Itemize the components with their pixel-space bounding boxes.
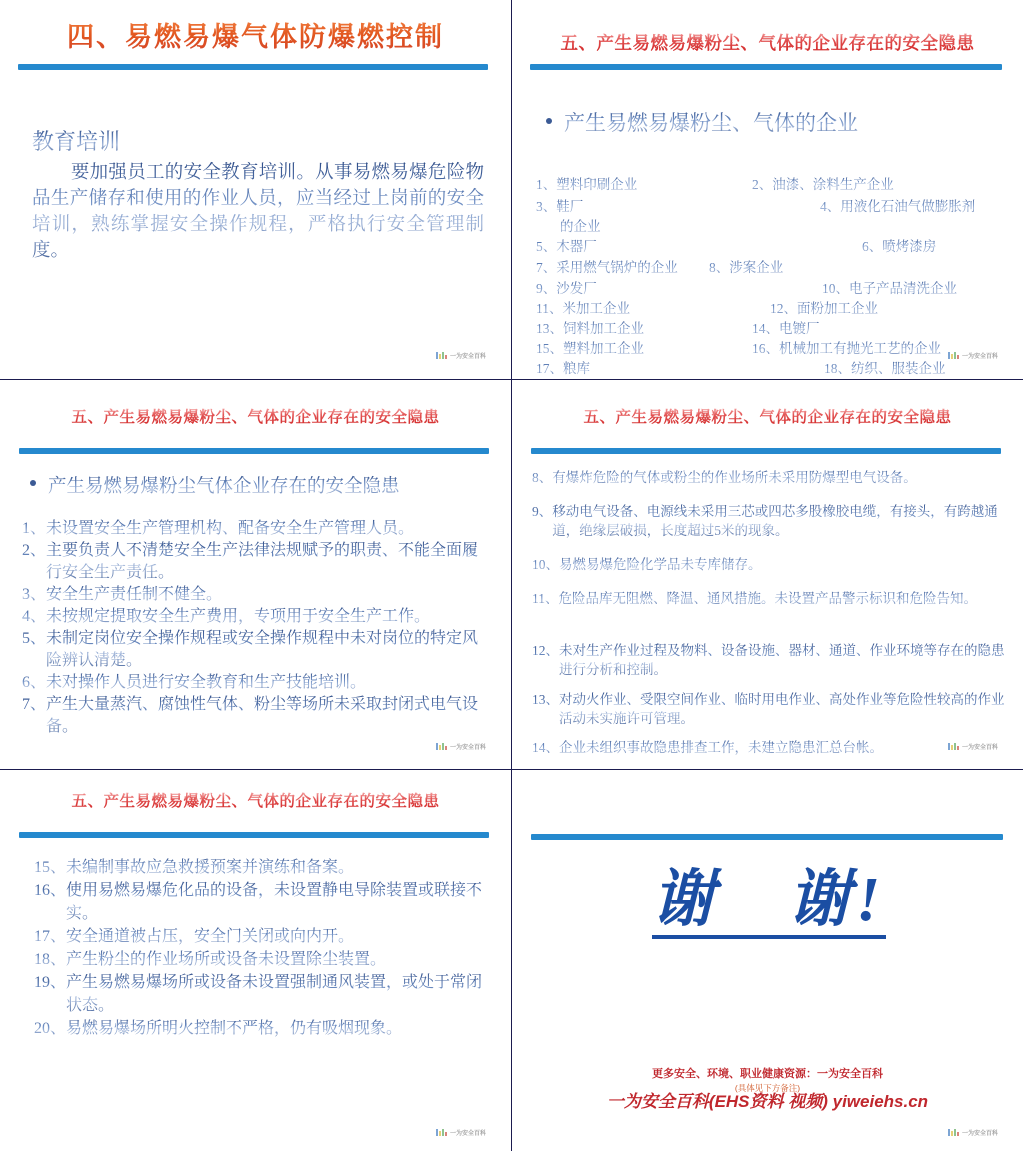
- ehs-logo-icon: [436, 743, 447, 750]
- list-item: 8、 有爆炸危险的气体或粉尘的作业场所未采用防爆型电气设备。: [532, 468, 1006, 487]
- slide-hazards-8-14: [512, 380, 1023, 770]
- footer-site-line: 一为安全百科(EHS资料 视频) yiweiehs.cn: [606, 1092, 929, 1111]
- bullet-dot-icon: [546, 118, 552, 124]
- watermark-label: 一为安全百科: [962, 1131, 999, 1137]
- list-item: 5、木器厂: [536, 236, 597, 257]
- list-item: 9、 移动电气设备、电源线未采用三芯或四芯多股橡胶电缆，有接头，有跨越通道，绝缘层破损，长度超过5米的现象。: [532, 502, 1006, 540]
- ehs-logo-icon: [436, 352, 447, 359]
- list-item: 13、 对动火作业、受限空间作业、临时用电作业、高处作业等危险性较高的作业活动未实施许可管理。: [532, 692, 1005, 726]
- list-item: 6、 未对操作人员进行安全教育和生产技能培训。: [22, 672, 492, 694]
- list-item: 3、 安全生产责任制不健全。: [22, 584, 492, 606]
- list-item: 7、采用燃气锅炉的企业: [536, 257, 678, 278]
- bullet-dot-icon: [30, 480, 36, 486]
- watermark: [948, 1128, 998, 1137]
- slide-thank-you: [512, 770, 1023, 1151]
- list-item: 12、 未对生产作业过程及物料、设备设施、器材、通道、作业环境等存在的隐患进行分析和控制。: [532, 643, 1005, 677]
- watermark: [436, 1128, 486, 1137]
- list-item: 1、塑料印刷企业: [536, 174, 637, 195]
- watermark-label: 一为安全百科: [450, 745, 487, 751]
- list-item: 17、 安全通道被占压，安全门关闭或向内开。: [34, 925, 492, 948]
- list-item: 4、 未按规定提取安全生产费用，专项用于安全生产工作。: [22, 606, 492, 628]
- list-item: 11、 危险品库无阻燃、降温、通风措施。未设置产品警示标识和危险告知。: [532, 589, 1006, 608]
- list-item: 10、电子产品清洗企业: [822, 278, 957, 299]
- list-item: 12、面粉加工企业: [770, 298, 878, 319]
- ehs-logo-icon: [948, 743, 959, 750]
- list-item: 14、电镀厂: [752, 318, 820, 339]
- title-rule: [531, 448, 1001, 454]
- list-item: 3、鞋厂: [536, 196, 583, 217]
- watermark: [436, 742, 486, 751]
- list-item: 18、 产生粉尘的作业场所或设备未设置除尘装置。: [34, 948, 492, 971]
- thank-you-text: 谢 谢!: [652, 865, 886, 939]
- slide-title: 四、易燃易爆气体防爆燃控制: [0, 20, 511, 54]
- slide-title: 五、产生易燃易爆粉尘、气体的企业存在的安全隐患: [0, 792, 511, 812]
- watermark: [948, 742, 998, 751]
- slide-education-training: [0, 0, 512, 380]
- list-item: 11、米加工企业: [536, 298, 630, 319]
- list-item: 14、 企业未组织事故隐患排查工作，未建立隐患汇总台帐。: [532, 738, 1006, 757]
- list-item: 17、粮库: [536, 358, 590, 379]
- slide-title: 五、产生易燃易爆粉尘、气体的企业存在的安全隐患: [512, 408, 1023, 428]
- footer-resource-line: 更多安全、环境、职业健康资源：一为安全百科: [652, 1068, 883, 1080]
- slide-hazards-15-20: [0, 770, 512, 1151]
- list-item: 18、纺织、服装企业: [824, 358, 946, 379]
- title-rule: [19, 448, 489, 454]
- slide-title: 五、产生易燃易爆粉尘、气体的企业存在的安全隐患: [512, 32, 1023, 54]
- list-item: 2、油漆、涂料生产企业: [752, 174, 894, 195]
- list-item: 16、 使用易燃易爆危化品的设备，未设置静电导除装置或联接不实。: [34, 879, 492, 925]
- watermark-label: 一为安全百科: [450, 1131, 487, 1137]
- list-item: 10、 易燃易爆危险化学品未专库储存。: [532, 555, 1006, 574]
- list-item: 13、饲料加工企业: [536, 318, 644, 339]
- watermark: [948, 351, 998, 360]
- ehs-logo-icon: [436, 1129, 447, 1136]
- list-item: 8、涉案企业: [709, 257, 783, 278]
- bullet-heading-label: 产生易燃易爆粉尘、气体的企业: [564, 111, 858, 135]
- list-item: 20、 易燃易爆场所明火控制不严格，仍有吸烟现象。: [34, 1017, 492, 1040]
- list-item: 9、沙发厂: [536, 278, 597, 299]
- list-item: 16、机械加工有抛光工艺的企业: [752, 338, 941, 359]
- list-item: 19、 产生易燃易爆场所或设备未设置强制通风装置，或处于常闭状态。: [34, 971, 492, 1017]
- watermark-label: 一为安全百科: [962, 354, 999, 360]
- watermark: [436, 351, 486, 360]
- list-item: 4、用液化石油气做膨胀剂: [820, 196, 975, 217]
- watermark-label: 一为安全百科: [450, 354, 487, 360]
- list-item: 1、 未设置安全生产管理机构、配备安全生产管理人员。: [22, 518, 492, 540]
- section-paragraph: 要加强员工的安全教育培训。从事易燃易爆危险物品生产储存和使用的作业人员，应当经过上岗前的安全培训，熟练掌握安全操作规程，严格执行安全管理制度。: [32, 160, 484, 264]
- ehs-logo-icon: [948, 1129, 959, 1136]
- title-rule: [530, 64, 1002, 70]
- ehs-logo-icon: [948, 352, 959, 359]
- slide-bullet-heading: [546, 108, 858, 138]
- watermark-label: 一为安全百科: [962, 745, 999, 751]
- slide-hazards-1-7: [0, 380, 512, 770]
- title-rule: [18, 64, 488, 70]
- slide-bullet-heading: [30, 474, 400, 500]
- list-item: 7、 产生大量蒸汽、腐蚀性气体、粉尘等场所未采取封闭式电气设备。: [22, 694, 492, 738]
- slide-enterprise-list: [512, 0, 1023, 380]
- bullet-heading-label: 产生易燃易爆粉尘气体企业存在的安全隐患: [48, 477, 400, 497]
- list-item: 2、 主要负责人不清楚安全生产法律法规赋予的职责、不能全面履行安全生产责任。: [22, 540, 492, 584]
- title-rule: [19, 832, 489, 838]
- list-item: 15、 未编制事故应急救援预案并演练和备案。: [34, 856, 492, 879]
- title-rule: [531, 834, 1003, 840]
- section-heading: 教育培训: [32, 129, 121, 154]
- list-item: 15、塑料加工企业: [536, 338, 644, 359]
- list-item: 6、喷烤漆房: [862, 236, 936, 257]
- slide-title: 五、产生易燃易爆粉尘、气体的企业存在的安全隐患: [0, 408, 511, 428]
- footer-note: (具体见下方备注): [734, 1083, 801, 1093]
- list-item: 的企业: [560, 216, 601, 237]
- list-item: 5、 未制定岗位安全操作规程或安全操作规程中未对岗位的特定风险辨认清楚。: [22, 628, 492, 672]
